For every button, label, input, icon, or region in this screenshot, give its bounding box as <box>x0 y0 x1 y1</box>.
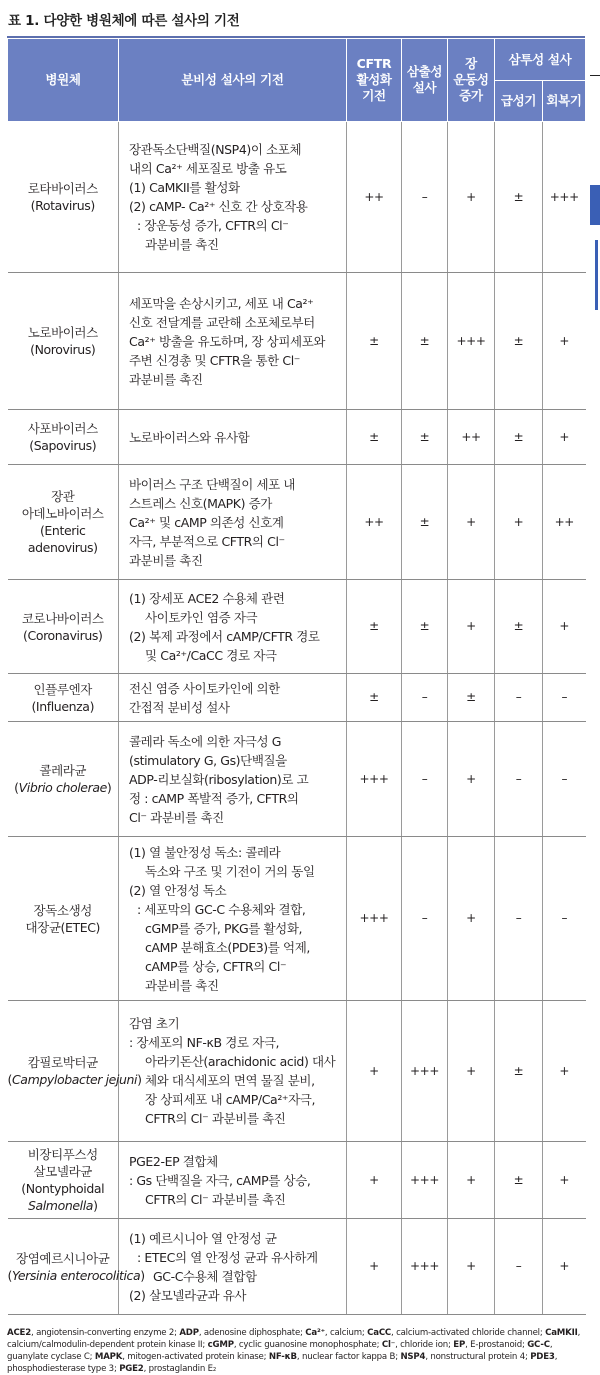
motility-value: + <box>448 122 495 273</box>
recovery-value: + <box>543 410 586 465</box>
pathogen-name-line: adenovirus) <box>27 540 98 555</box>
pathogen-name-line: 코로나바이러스 <box>21 610 104 626</box>
table-row <box>8 1142 586 1219</box>
motility-value: + <box>448 1142 495 1219</box>
mechanism-line: (2) cAMP- Ca²⁺ 신호 간 상호작용 <box>129 199 308 214</box>
acute-value: – <box>495 1219 543 1315</box>
mechanism-line: Cl⁻ 과분비를 촉진 <box>129 809 224 825</box>
mechanism-line: 자극, 부분적으로 CFTR의 Cl⁻ <box>129 533 285 549</box>
cftr-value: ± <box>347 580 402 674</box>
pathogen-scientific-name-text: Campylobacter jejuni <box>11 1072 138 1087</box>
footnote-abbr: Cl⁻ <box>381 1340 396 1350</box>
acute-value: ± <box>495 580 543 674</box>
pathogen-name-line: 노로바이러스 <box>27 325 98 340</box>
page-edge-mark <box>595 240 598 310</box>
header-motility-line: 장 <box>465 56 477 71</box>
recovery-value: ++ <box>543 465 586 580</box>
pathogen-name-line: (Norovirus) <box>30 342 96 357</box>
header-osmotic-line: 삼출성 <box>406 64 443 79</box>
acute-value: ± <box>495 122 543 273</box>
pathogen-name-line: (Coronavirus) <box>23 627 103 643</box>
header-motility-line: 운동성 <box>453 72 489 87</box>
table-row <box>8 465 586 580</box>
footnote-definition: , nuclear factor kappa B; <box>296 1352 401 1362</box>
mechanism-line: cAMP를 상승, CFTR의 Cl⁻ <box>145 958 287 974</box>
mechanism-line: 정 : cAMP 폭발적 증가, CFTR의 <box>129 790 299 806</box>
header-osmotic <box>402 39 448 122</box>
pathogen-name-line: 대장균(ETEC) <box>25 919 101 935</box>
mechanism-line: (1) 열 불안정성 독소: 콜레라 <box>129 844 281 860</box>
footnote-abbr: MAPK <box>94 1352 123 1362</box>
recovery-value: +++ <box>543 122 586 273</box>
pathogen-name-line: 장관 <box>51 489 75 504</box>
recovery-value: – <box>543 674 586 722</box>
acute-value: – <box>495 674 543 722</box>
footnote-abbr: GC-C <box>527 1340 550 1350</box>
mechanism-cell <box>119 410 347 465</box>
pathogen-name-line: (Rotavirus) <box>30 198 95 213</box>
mechanism-line: 과분비를 촉진 <box>129 552 203 568</box>
cftr-value: ± <box>347 674 402 722</box>
recovery-value: – <box>543 722 586 837</box>
footnote-abbr: PDE3 <box>530 1352 555 1362</box>
footnote-definition: , chloride ion; <box>395 1340 454 1350</box>
pathogen-cell <box>8 837 119 1001</box>
cftr-value: + <box>347 1142 402 1219</box>
acute-value: ± <box>495 1142 543 1219</box>
header-acute: 급성기 <box>495 81 543 122</box>
page-edge-mark <box>590 75 600 76</box>
mechanism-line: 노로바이러스와 유사함 <box>129 429 250 445</box>
mechanism-line: 과분비를 촉진 <box>129 371 203 387</box>
header-recovery: 회복기 <box>543 81 586 122</box>
acute-value: ± <box>495 273 543 410</box>
mechanism-line: 과분비를 촉진 <box>145 977 219 993</box>
mechanism-cell <box>119 465 347 580</box>
osmotic-value: ± <box>402 273 448 410</box>
osmotic-value: – <box>402 674 448 722</box>
mechanism-line: 바이러스 구조 단백질이 세포 내 <box>129 476 296 492</box>
table-row <box>8 722 586 837</box>
pathogen-scientific-name: (Campylobacter jejuni) <box>7 1072 142 1087</box>
pathogen-name-line: 살모넬라균 <box>33 1164 92 1179</box>
mechanism-cell <box>119 674 347 722</box>
acute-value: ± <box>495 410 543 465</box>
mechanism-cell <box>119 122 347 273</box>
mechanism-line: Ca²⁺ 및 cAMP 의존성 신호계 <box>129 514 284 530</box>
pathogen-cell <box>8 580 119 674</box>
motility-value: + <box>448 837 495 1001</box>
mechanism-line: (1) 예르시니아 열 안정성 균 <box>129 1230 277 1246</box>
pathogen-cell <box>8 465 119 580</box>
motility-value: + <box>448 1001 495 1142</box>
mechanism-line: : 세포막의 GC-C 수용체와 결합, <box>137 901 306 917</box>
pathogen-name-line: 비장티푸스성 <box>27 1147 98 1162</box>
mechanism-line: Ca²⁺ 방출을 유도하며, 장 상피세포와 <box>129 333 326 349</box>
cftr-value: ++ <box>347 122 402 273</box>
mechanism-line: 과분비를 촉진 <box>145 237 219 252</box>
mechanism-line: 주변 신경총 및 CFTR을 통한 Cl⁻ <box>129 352 300 368</box>
osmotic-value: ± <box>402 465 448 580</box>
mechanism-line: : Gs 단백질을 자극, cAMP를 상승, <box>129 1172 311 1188</box>
pathogen-scientific-name: (Vibrio cholerae) <box>14 780 112 795</box>
table-body <box>8 122 586 1315</box>
header-motility-line: 증가 <box>459 88 483 103</box>
pathogen-name-line: 콜레라균 <box>39 763 87 778</box>
footnote-abbr: ADP <box>179 1328 199 1338</box>
pathogen-diarrhea-table <box>7 38 586 1315</box>
pathogen-cell <box>8 122 119 273</box>
cftr-value: +++ <box>347 722 402 837</box>
footnote-abbr: EP <box>453 1340 466 1350</box>
pathogen-cell <box>7 1001 142 1142</box>
footnote-definition: , cyclic guanosine monophosphate; <box>233 1340 382 1350</box>
mechanism-cell <box>119 1001 347 1142</box>
mechanism-line: (stimulatory G, Gs)단백질을 <box>129 752 287 768</box>
pathogen-scientific-name-text: Salmonella <box>27 1198 94 1213</box>
mechanism-line: CFTR의 Cl⁻ 과분비를 촉진 <box>145 1111 286 1126</box>
mechanism-line: 독소와 구조 및 기전이 거의 동일 <box>145 863 315 879</box>
pathogen-scientific-name: Salmonella) <box>27 1198 98 1213</box>
footnote-definition: , mitogen-activated protein kinase; <box>122 1352 269 1362</box>
mechanism-line: 장 상피세포 내 cAMP/Ca²⁺자극, <box>145 1092 316 1107</box>
recovery-value: – <box>543 837 586 1001</box>
header-pathogen: 병원체 <box>8 39 119 122</box>
mechanism-line: : 장세포의 NF-κB 경로 자극, <box>129 1035 280 1050</box>
osmotic-value: – <box>402 722 448 837</box>
footnote-definition: , nonstructural protein 4; <box>425 1352 531 1362</box>
osmotic-value: +++ <box>402 1219 448 1315</box>
table-row <box>8 674 586 722</box>
pathogen-cell <box>8 722 119 837</box>
table-row <box>8 122 586 273</box>
pathogen-name-line: 캄필로박터균 <box>27 1055 98 1070</box>
mechanism-line: 체와 대식세포의 면역 물질 분비, <box>145 1073 315 1088</box>
footnote-definition: , guanylate cyclase C; <box>7 1340 553 1362</box>
recovery-value: + <box>543 273 586 410</box>
osmotic-value: – <box>402 122 448 273</box>
footnote-abbr: PGE2 <box>119 1364 144 1374</box>
acute-value: ± <box>495 1001 543 1142</box>
mechanism-line: (2) 복제 과정에서 cAMP/CFTR 경로 <box>129 628 320 644</box>
mechanism-line: CFTR의 Cl⁻ 과분비를 촉진 <box>145 1191 286 1207</box>
osmotic-value: ± <box>402 410 448 465</box>
mechanism-line: 콜레라 독소에 의한 자극성 G <box>129 733 282 749</box>
mechanism-line: 및 Ca²⁺/CaCC 경로 자극 <box>145 647 277 663</box>
mechanism-line: ADP-리보실화(ribosylation)로 고 <box>129 771 309 787</box>
mechanism-line: 사이토카인 염증 자극 <box>145 609 258 625</box>
motility-value: + <box>448 580 495 674</box>
pathogen-cell <box>8 1142 119 1219</box>
pathogen-name-line: (Influenza) <box>31 698 95 714</box>
pathogen-name-line: 아데노바이러스 <box>21 506 104 521</box>
recovery-value: + <box>543 580 586 674</box>
recovery-value: + <box>543 1142 586 1219</box>
motility-value: + <box>448 465 495 580</box>
footnote-abbr: Ca²⁺ <box>305 1328 325 1338</box>
acute-value: – <box>495 837 543 1001</box>
footnote-abbr: CaCC <box>367 1328 392 1338</box>
pathogen-cell <box>8 273 119 410</box>
pathogen-name-line: (Nontyphoidal <box>21 1181 105 1196</box>
header-mechanism: 분비성 설사의 기전 <box>119 39 347 122</box>
mechanism-line: (2) 열 안정성 독소 <box>129 882 227 898</box>
osmotic-value: – <box>402 837 448 1001</box>
mechanism-line: 장관독소단백질(NSP4)이 소포체 <box>129 142 302 157</box>
footnote-definition: , angiotensin-converting enzyme 2; <box>31 1328 180 1338</box>
footnote-definition: , calcium; <box>324 1328 368 1338</box>
pathogen-name-line: 장염예르시니아균 <box>16 1250 110 1266</box>
mechanism-line: 스트레스 신호(MAPK) 증가 <box>129 495 272 511</box>
mechanism-line: 간접적 분비성 설사 <box>129 699 230 715</box>
pathogen-name-line: 인플루엔자 <box>33 681 92 697</box>
pathogen-name-line: 사포바이러스 <box>27 421 98 436</box>
pathogen-name-line: (Enteric <box>39 523 86 538</box>
table-row <box>8 837 586 1001</box>
mechanism-cell <box>119 722 347 837</box>
cftr-value: + <box>347 1219 402 1315</box>
pathogen-scientific-name: (Yersinia enterocolitica) <box>7 1267 145 1283</box>
footnote-definition: , phosphodiesterase type 3; <box>7 1352 558 1374</box>
mechanism-cell <box>119 1142 347 1219</box>
mechanism-line: 신호 전달계를 교란해 소포체로부터 <box>129 314 315 330</box>
header-cftr-line: CFTR <box>356 56 392 71</box>
mechanism-line: PGE2-EP 결합체 <box>129 1153 218 1169</box>
pathogen-cell <box>8 410 119 465</box>
mechanism-line: 세포막을 손상시키고, 세포 내 Ca²⁺ <box>129 295 314 311</box>
table-row <box>8 580 586 674</box>
mechanism-line: 내의 Ca²⁺ 세포질로 방출 유도 <box>129 161 287 176</box>
recovery-value: + <box>543 1219 586 1315</box>
mechanism-line: (1) 장세포 ACE2 수용체 관련 <box>129 590 285 606</box>
motility-value: ++ <box>448 410 495 465</box>
motility-value: ± <box>448 674 495 722</box>
header-osmotic-line: 설사 <box>412 80 437 95</box>
pathogen-cell <box>8 674 119 722</box>
osmotic-value: +++ <box>402 1142 448 1219</box>
mechanism-line: (1) CaMKII를 활성화 <box>129 180 240 195</box>
mechanism-line: 전신 염증 사이토카인에 의한 <box>129 680 280 696</box>
footnote-abbr: ACE2 <box>7 1328 32 1338</box>
acute-value: – <box>495 722 543 837</box>
mechanism-line: 감염 초기 <box>129 1016 180 1031</box>
footnote-abbr: NF-κB <box>268 1352 297 1362</box>
cftr-value: ± <box>347 273 402 410</box>
pathogen-scientific-name-text: Yersinia enterocolitica <box>11 1267 141 1283</box>
footnote-abbr: cGMP <box>207 1340 234 1350</box>
mechanism-line: 아라키돈산(arachidonic acid) 대사 <box>145 1054 336 1069</box>
header-motility <box>448 39 495 122</box>
table-row <box>8 1001 586 1142</box>
footnote-definition: , calcium-activated chloride channel; <box>391 1328 546 1338</box>
osmotic-value: +++ <box>402 1001 448 1142</box>
osmotic-value: ± <box>402 580 448 674</box>
pathogen-name-line: (Sapovirus) <box>29 438 97 453</box>
table-row <box>8 1219 586 1315</box>
mechanism-line: : 장운동성 증가, CFTR의 Cl⁻ <box>137 218 289 233</box>
motility-value: + <box>448 1219 495 1315</box>
table-title: 표 1. 다양한 병원체에 따른 설사의 기전 <box>8 13 240 29</box>
mechanism-line: cGMP를 증가, PKG를 활성화, <box>145 920 303 936</box>
mechanism-cell <box>119 273 347 410</box>
acute-value: + <box>495 465 543 580</box>
table-row <box>8 273 586 410</box>
footnote-abbr: CaMKII <box>545 1328 578 1338</box>
cftr-value: ± <box>347 410 402 465</box>
mechanism-line: : ETEC의 열 안정성 균과 유사하게 <box>137 1249 318 1265</box>
motility-value: +++ <box>448 273 495 410</box>
footnote-definition: , adenosine diphosphate; <box>198 1328 306 1338</box>
mechanism-line: (2) 살모넬라균과 유사 <box>129 1287 247 1303</box>
recovery-value: + <box>543 1001 586 1142</box>
cftr-value: ++ <box>347 465 402 580</box>
footnote <box>7 1327 592 1375</box>
mechanism-line: cAMP 분해효소(PDE3)를 억제, <box>145 939 310 955</box>
mechanism-cell <box>119 580 347 674</box>
cftr-value: +++ <box>347 837 402 1001</box>
pathogen-name-line: 장독소생성 <box>33 902 92 918</box>
header-cftr <box>347 39 402 122</box>
pathogen-name-line: 로타바이러스 <box>27 181 98 196</box>
pathogen-cell <box>7 1219 145 1315</box>
mechanism-cell <box>119 837 347 1001</box>
page-edge-mark <box>590 185 600 225</box>
footnote-definition: , E-prostanoid; <box>465 1340 528 1350</box>
header-cftr-line: 활성화 <box>356 72 392 87</box>
header-infiltrative: 삼투성 설사 <box>495 39 586 81</box>
table-row <box>8 410 586 465</box>
footnote-definition: , prostaglandin E₂ <box>143 1364 217 1374</box>
cftr-value: + <box>347 1001 402 1142</box>
mechanism-cell <box>119 1219 347 1315</box>
motility-value: + <box>448 722 495 837</box>
pathogen-scientific-name-text: Vibrio cholerae <box>18 780 107 795</box>
header-cftr-line: 기전 <box>362 88 386 103</box>
footnote-definition: , calcium/calmodulin-dependent protein kinase II; <box>7 1328 581 1350</box>
mechanism-line: GC-C수용체 결합함 <box>153 1268 257 1284</box>
footnote-abbr: NSP4 <box>400 1352 426 1362</box>
